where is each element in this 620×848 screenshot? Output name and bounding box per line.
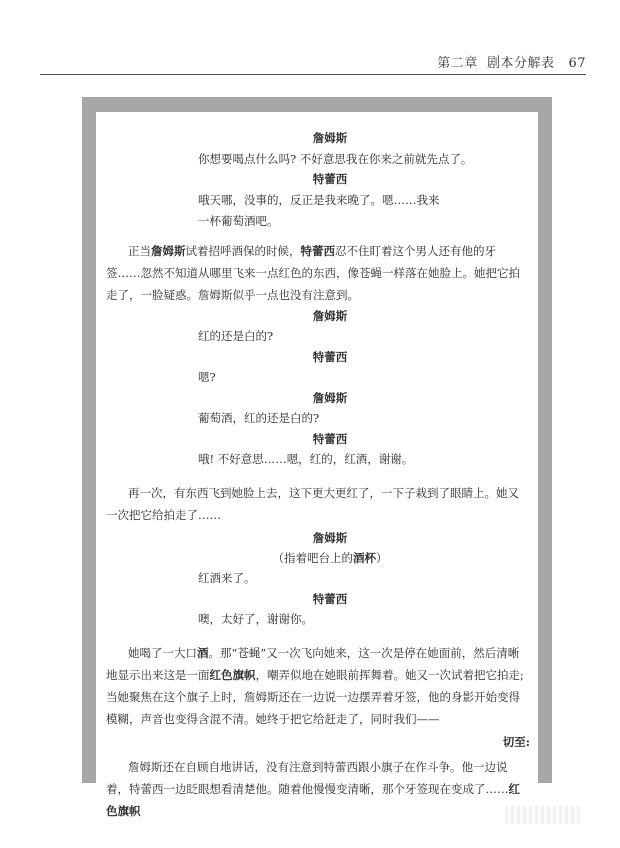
action-paragraph <box>106 240 530 306</box>
parenthetical-text: ） <box>376 551 388 565</box>
action-highlight: 酒 <box>197 646 209 660</box>
action-text: 她喝了一大口 <box>128 646 197 660</box>
dialogue-line: 你想要喝点什么吗? 不好意思我在你来之前就先点了。 <box>198 152 473 166</box>
script-page <box>96 112 538 818</box>
action-highlight: 詹姆斯 <box>151 244 186 258</box>
parenthetical-text: （指着吧台上的 <box>272 551 353 565</box>
chapter-label: 第二章 <box>437 56 478 71</box>
dialogue-line: 噢，太好了，谢谢你。 <box>198 612 313 626</box>
action-highlight: 红色旗帜 <box>106 782 520 818</box>
character-name: 特蕾西 <box>312 592 348 606</box>
dialogue-line: 红的还是白的? <box>198 329 274 343</box>
scan-artifact <box>505 806 580 824</box>
action-highlight: 红色旗帜 <box>209 668 256 682</box>
dialogue-line: 哦天哪，没事的，反正是我来晚了。嗯……我来 <box>198 193 440 207</box>
character-name: 詹姆斯 <box>312 391 348 405</box>
dialogue-line: 葡萄酒，红的还是白的? <box>198 411 320 425</box>
dialogue-line: 嗯? <box>198 370 216 384</box>
action-text: ，嘲弄似地在她眼前挥舞着。她又一次试着把它拍走;当她聚焦在这个旗子上时，詹姆斯还在一边说一边摆弄着牙签，他的身影开始变得模糊，声音也变得含混不清。她终于把它给赶走了，同时我们—— <box>106 668 524 726</box>
dialogue-block <box>198 190 526 232</box>
transition: 切至: <box>502 735 530 749</box>
action-highlight: 特蕾西 <box>300 244 335 258</box>
page-header <box>437 52 586 71</box>
character-name: 詹姆斯 <box>312 531 348 545</box>
action-paragraph <box>106 756 530 822</box>
action-text: 詹姆斯还在自顾自地讲话，没有注意到特蕾西跟小旗子在作斗争。他一边说着，特蕾西一边眨眼想看清楚他。随着他慢慢变清晰，那个牙签现在变成了…… <box>106 760 509 796</box>
character-name: 詹姆斯 <box>312 131 348 145</box>
page-number: 67 <box>568 56 586 71</box>
character-name: 特蕾西 <box>312 172 348 186</box>
header-divider <box>40 74 586 75</box>
section-title: 剧本分解表 <box>487 56 555 71</box>
parenthetical <box>122 550 538 566</box>
character-name: 特蕾西 <box>312 432 348 446</box>
dialogue-line: 一杯葡萄酒吧。 <box>198 214 279 228</box>
action-paragraph <box>106 642 530 730</box>
dialogue-line: 哦! 不好意思……嗯，红的，红酒，谢谢。 <box>198 452 414 466</box>
action-paragraph: 再一次，有东西飞到她脸上去，这下更大更红了，一下子栽到了眼睛上。她又一次把它给拍走了…… <box>106 486 519 522</box>
script-content <box>96 112 538 822</box>
character-name: 特蕾西 <box>312 350 348 364</box>
parenthetical-highlight: 酒杯 <box>353 551 376 565</box>
dialogue-line: 红酒来了。 <box>198 571 256 585</box>
character-name: 詹姆斯 <box>312 309 348 323</box>
action-text: 正当 <box>128 244 151 258</box>
action-text: 试着招呼酒保的时候， <box>185 244 301 258</box>
action-text: 。那“苍蝇”又一次飞向她来，这一次是停在她面前，然后清晰地显示出来这是一面 <box>106 646 520 682</box>
action-text: 忍不住盯着这个男人还有他的牙签……忽然不知道从哪里飞来一点红色的东西，像苍蝇一样落在她脸上。她把它拍走了，一脸疑惑。詹姆斯似乎一点也没有注意到。 <box>106 244 520 302</box>
